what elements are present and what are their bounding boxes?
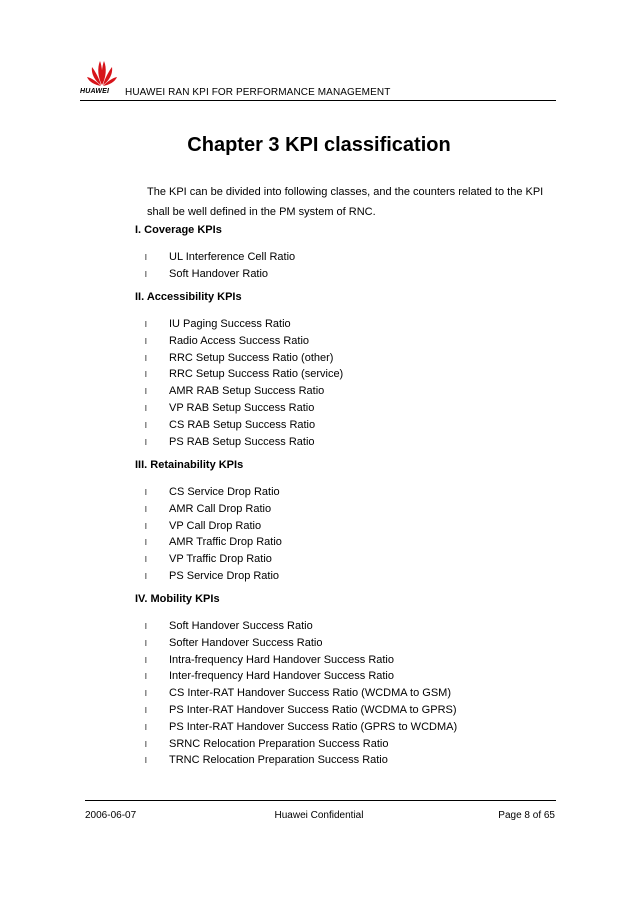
bullet-icon: l — [145, 555, 147, 565]
bullet-icon: l — [145, 572, 147, 581]
bullet-icon: l — [145, 655, 147, 665]
kpi-list-item — [145, 618, 313, 635]
kpi-list-item — [145, 736, 389, 753]
kpi-label: VP Traffic Drop Ratio — [169, 553, 272, 566]
kpi-list-item — [145, 685, 451, 702]
kpi-label: Inter-frequency Hard Handover Success Ratio — [169, 670, 394, 683]
kpi-list-item — [145, 350, 333, 367]
bullet-icon: l — [145, 521, 147, 531]
kpi-list-item — [145, 551, 272, 568]
bullet-icon: l — [145, 638, 147, 648]
kpi-label: CS Inter-RAT Handover Success Ratio (WCDMA to GSM) — [169, 687, 451, 700]
kpi-list-item — [145, 719, 457, 736]
bullet-icon: l — [145, 756, 147, 766]
bullet-icon: l — [145, 488, 147, 497]
kpi-list-item — [145, 635, 322, 652]
bullet-icon: l — [145, 336, 147, 346]
kpi-label: CS Service Drop Ratio — [169, 486, 280, 498]
section-heading: IV. Mobility KPIs — [135, 593, 220, 605]
kpi-label: RRC Setup Success Ratio (service) — [169, 368, 344, 381]
kpi-list-item — [145, 266, 268, 283]
kpi-label: IU Paging Success Ratio — [169, 318, 291, 330]
kpi-label: UL Interference Cell Ratio — [169, 251, 296, 263]
section-heading: III. Retainability KPIs — [135, 459, 244, 471]
huawei-flower-icon — [86, 58, 118, 88]
kpi-list-item — [145, 518, 261, 535]
kpi-list-item — [145, 501, 271, 518]
section-heading: I. Coverage KPIs — [135, 224, 222, 236]
kpi-list-item — [145, 568, 279, 585]
huawei-logo — [80, 58, 124, 100]
kpi-list-item — [145, 668, 394, 685]
kpi-label: PS Inter-RAT Handover Success Ratio (WCDMA to GPRS) — [169, 704, 457, 716]
footer-date: 2006-06-07 — [85, 810, 137, 821]
kpi-label: Radio Access Success Ratio — [169, 334, 310, 347]
kpi-list-item — [145, 534, 282, 551]
bullet-icon: l — [145, 437, 147, 447]
kpi-list-item — [145, 702, 457, 719]
kpi-list-item — [145, 484, 280, 501]
kpi-label: TRNC Relocation Preparation Success Ratio — [169, 754, 388, 767]
bullet-icon: l — [145, 672, 147, 682]
footer-page-number: Page 8 of 65 — [498, 810, 555, 821]
kpi-list-item — [145, 400, 314, 417]
kpi-list-item — [145, 434, 315, 451]
bullet-icon: l — [145, 420, 147, 430]
page-header — [80, 58, 556, 101]
bullet-icon: l — [145, 353, 147, 363]
bullet-icon: l — [145, 504, 147, 514]
bullet-icon: l — [145, 387, 147, 397]
kpi-label: VP RAB Setup Success Ratio — [169, 402, 315, 414]
bullet-icon: l — [145, 622, 147, 631]
kpi-label: CS RAB Setup Success Ratio — [169, 418, 316, 431]
logo-wordmark: HUAWEI — [80, 88, 110, 95]
kpi-label: Intra-frequency Hard Handover Success Ratio — [169, 653, 394, 666]
bullet-icon: l — [145, 269, 147, 279]
kpi-label: PS Service Drop Ratio — [169, 570, 280, 582]
kpi-label: RRC Setup Success Ratio (other) — [169, 351, 334, 364]
kpi-label: VP Call Drop Ratio — [169, 519, 262, 532]
kpi-label: AMR Call Drop Ratio — [169, 502, 272, 515]
kpi-label: Soft Handover Ratio — [169, 267, 269, 280]
kpi-list-item — [145, 366, 343, 383]
footer-confidential: Huawei Confidential — [274, 810, 364, 821]
kpi-list-item — [145, 652, 394, 669]
bullet-icon: l — [145, 320, 147, 329]
kpi-list-item — [145, 752, 388, 769]
kpi-list-item — [145, 316, 291, 333]
bullet-icon: l — [145, 689, 147, 699]
kpi-label: PS Inter-RAT Handover Success Ratio (GPRS to WCDMA) — [169, 720, 458, 733]
footer-divider — [85, 800, 556, 801]
section-heading: II. Accessibility KPIs — [135, 291, 242, 303]
bullet-icon: l — [145, 404, 147, 413]
bullet-icon: l — [145, 370, 147, 380]
chapter-title: Chapter 3 KPI classification — [187, 134, 451, 156]
intro-paragraph: The KPI can be divided into following classes, and the counters related to the KPI shall be well defined in the PM system of RNC. — [147, 186, 544, 218]
bullet-icon: l — [145, 538, 147, 548]
kpi-list-item — [145, 333, 309, 350]
kpi-label: SRNC Relocation Preparation Success Ratio — [169, 737, 389, 750]
header-divider — [80, 100, 556, 101]
kpi-list-item — [145, 383, 324, 400]
kpi-list-item — [145, 249, 295, 266]
kpi-label: AMR RAB Setup Success Ratio — [169, 385, 325, 398]
kpi-label: AMR Traffic Drop Ratio — [169, 536, 282, 549]
bullet-icon: l — [145, 739, 147, 749]
kpi-label: Soft Handover Success Ratio — [169, 620, 313, 632]
kpi-label: PS RAB Setup Success Ratio — [169, 435, 315, 448]
bullet-icon: l — [145, 722, 147, 732]
bullet-icon: l — [145, 706, 147, 715]
kpi-list-item — [145, 417, 315, 434]
bullet-icon: l — [145, 253, 147, 262]
kpi-label: Softer Handover Success Ratio — [169, 636, 323, 649]
document-header-title: HUAWEI RAN KPI FOR PERFORMANCE MANAGEMENT — [125, 87, 391, 98]
